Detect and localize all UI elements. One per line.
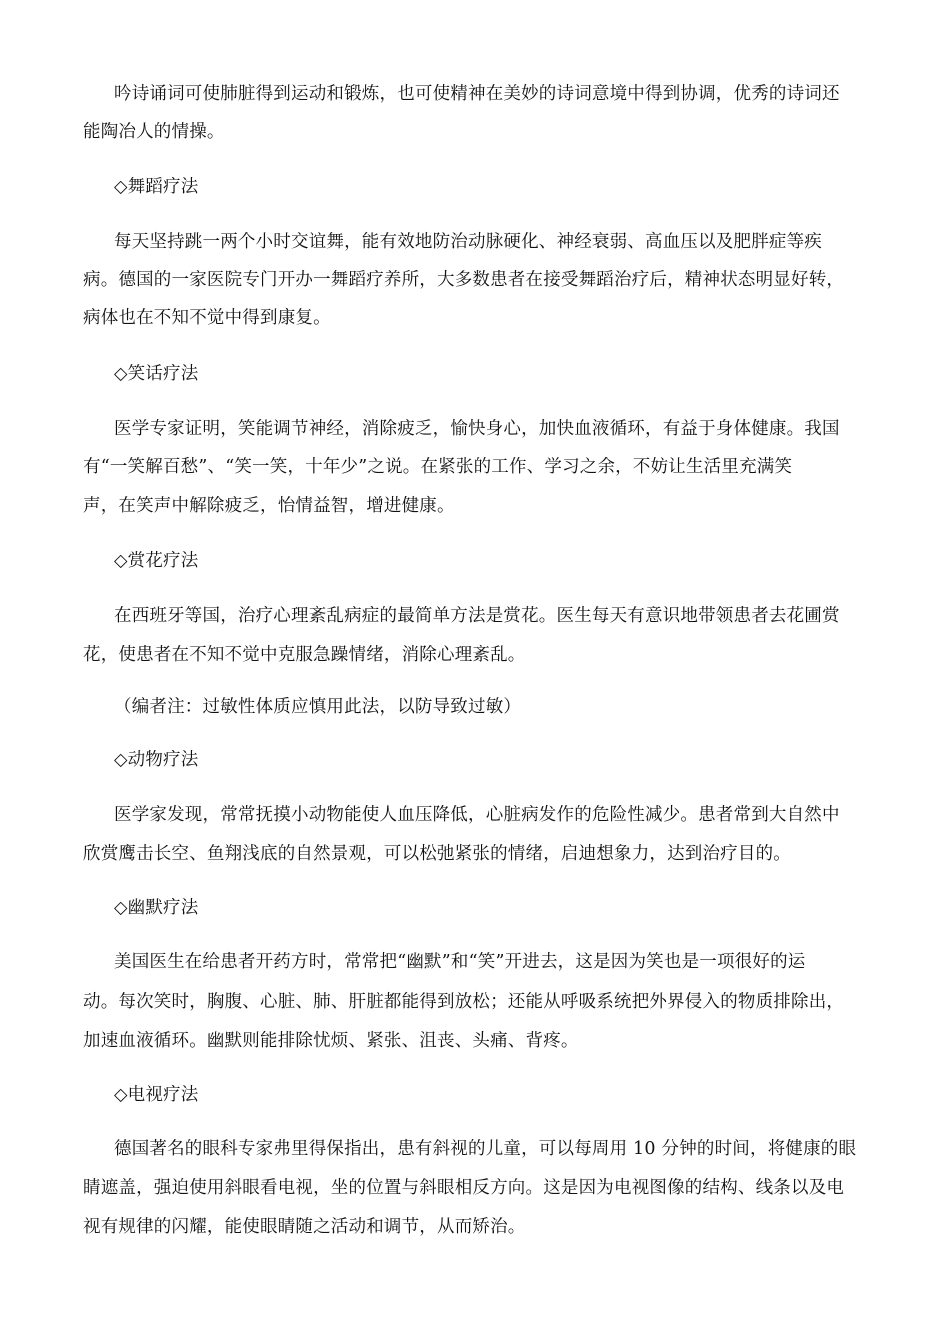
heading-flower-therapy: ◇赏花疗法: [114, 551, 199, 571]
paragraph-dance-line-3: 病体也在不知不觉中得到康复。: [83, 308, 331, 328]
paragraph-dance-line-1: 每天坚持跳一两个小时交谊舞，能有效地防治动脉硬化、神经衰弱、高血压以及肥胖症等疾: [114, 232, 822, 252]
paragraph-humor-line-3: 加速血液循环。幽默则能排除忧烦、紧张、沮丧、头痛、背疼。: [83, 1031, 579, 1051]
paragraph-laughter-line-1: 医学专家证明，笑能调节神经，消除疲乏，愉快身心，加快血液循环，有益于身体健康。我国: [114, 419, 840, 439]
heading-animal-therapy: ◇动物疗法: [114, 750, 199, 770]
paragraph-humor-line-1: 美国医生在给患者开药方时，常常把“幽默”和“笑”开进去，这是因为笑也是一项很好的运: [114, 952, 806, 972]
heading-humor-therapy: ◇幽默疗法: [114, 898, 199, 918]
paragraph-poetry-line-1: 吟诗诵词可使肺脏得到运动和锻炼，也可使精神在美妙的诗词意境中得到协调，优秀的诗词还: [114, 84, 840, 104]
paragraph-television-line-3: 视有规律的闪耀，能使眼睛随之活动和调节，从而矫治。: [83, 1217, 526, 1237]
paragraph-television-line-1: 德国著名的眼科专家弗里得保指出，患有斜视的儿童，可以每周用 10 分钟的时间，将健康的眼: [114, 1139, 857, 1159]
paragraph-dance-line-2: 病。德国的一家医院专门开办一舞蹈疗养所，大多数患者在接受舞蹈治疗后，精神状态明显好转，: [83, 270, 845, 290]
paragraph-flower-line-1: 在西班牙等国，治疗心理紊乱病症的最简单方法是赏花。医生每天有意识地带领患者去花圃赏: [114, 606, 840, 626]
paragraph-animal-line-2: 欣赏鹰击长空、鱼翔浅底的自然景观，可以松弛紧张的情绪，启迪想象力，达到治疗目的。: [83, 844, 791, 864]
paragraph-animal-line-1: 医学家发现，常常抚摸小动物能使人血压降低，心脏病发作的危险性减少。患者常到大自然中: [114, 805, 840, 825]
heading-dance-therapy: ◇舞蹈疗法: [114, 177, 199, 197]
paragraph-laughter-line-3: 声，在笑声中解除疲乏，怡情益智，增进健康。: [83, 496, 455, 516]
paragraph-humor-line-2: 动。每次笑时，胸腹、心脏、肺、肝脏都能得到放松；还能从呼吸系统把外界侵入的物质排除出，: [83, 992, 845, 1012]
paragraph-television-line-2: 睛遮盖，强迫使用斜眼看电视，坐的位置与斜眼相反方向。这是因为电视图像的结构、线条以及电: [83, 1178, 845, 1198]
heading-television-therapy: ◇电视疗法: [114, 1085, 199, 1105]
paragraph-flower-line-2: 花，使患者在不知不觉中克服急躁情绪，消除心理紊乱。: [83, 645, 526, 665]
paragraph-poetry-line-2: 能陶冶人的情操。: [83, 122, 225, 142]
editor-note: （编者注：过敏性体质应慎用此法，以防导致过敏）: [114, 697, 522, 717]
heading-laughter-therapy: ◇笑话疗法: [114, 364, 199, 384]
paragraph-laughter-line-2: 有“一笑解百愁”、“笑一笑，十年少”之说。在紧张的工作、学习之余，不妨让生活里充满笑: [83, 457, 793, 477]
